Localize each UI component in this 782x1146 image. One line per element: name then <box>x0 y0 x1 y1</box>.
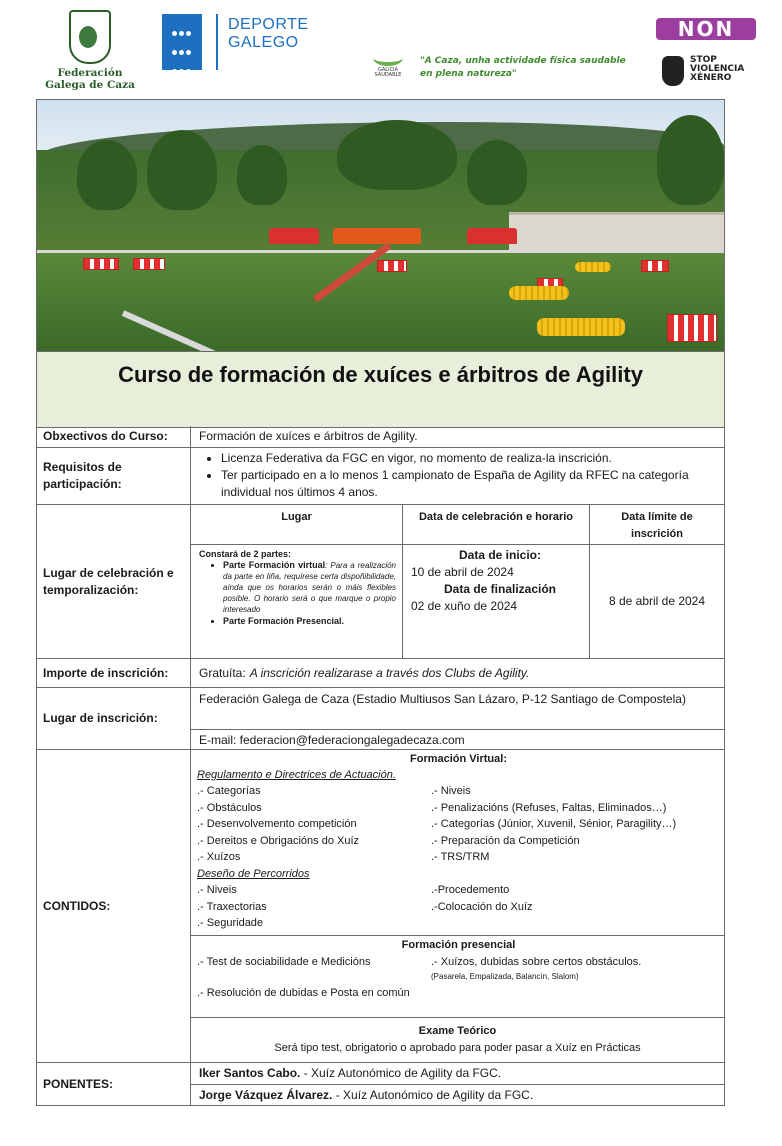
regulamento-right-list <box>431 783 721 915</box>
list-item: .- TRS/TRM <box>431 851 490 863</box>
list-item: .- Preparación da Competición <box>431 834 580 847</box>
regulamento-left-list <box>197 783 427 932</box>
course-title-box <box>37 351 724 428</box>
row-contidos <box>37 750 724 1063</box>
row-ponentes <box>37 1063 724 1106</box>
regulamento-title: Regulamento e Directrices de Actuación. <box>197 769 396 781</box>
list-item: .- Traxectorias <box>197 900 267 913</box>
requisito-item: • Ter participado en a lo menos 1 campionato de España de Agility da RFEC na categoría individual nos últimos 4 anos. <box>221 467 724 501</box>
lugar-inscricion-label: Lugar de inscrición: <box>37 688 191 749</box>
fgc-shield-icon <box>69 10 111 64</box>
lugar-detalle <box>191 545 403 658</box>
list-item: .- Seguridade <box>197 917 264 929</box>
list-item: .- Test de sociabilidade e Medicións <box>197 956 371 968</box>
stop-violencia-label: STOP VIOLENCIA XÉNERO <box>690 55 745 83</box>
col-limite-header: Data límite de inscrición <box>590 505 724 545</box>
xunta-logo-icon <box>162 14 202 70</box>
hand-icon <box>662 56 684 86</box>
list-item: .- Categorías <box>197 785 261 797</box>
list-item: .-Colocación do Xuíz <box>431 900 533 913</box>
objetivos-label: Obxectivos do Curso: <box>37 426 191 447</box>
requisito-item: • Licenza Federativa da FGC en vigor, no momento de realiza-la inscrición. <box>221 450 724 467</box>
galicia-label: GALICIA SAUDABLE <box>374 67 402 78</box>
fgc-logo <box>40 10 140 91</box>
presencial-note: (Pasarela, Empalizada, Balancín, Slalom) <box>431 971 579 981</box>
deporte-line1: DEPORTE <box>228 16 309 33</box>
row-importe <box>37 659 724 688</box>
data-fin-label: Data de finalización <box>443 582 557 596</box>
list-item: .- Categorías (Júnior, Xuvenil, Sénior, Paragility…) <box>431 818 677 830</box>
presencial-right-list <box>431 954 721 982</box>
list-item: .- Niveis <box>197 884 237 896</box>
data-fin-value: 02 de xuño de 2024 <box>411 599 518 613</box>
requisitos-label: Requisitos de participación: <box>37 448 191 504</box>
list-item: .- Penalizacións (Refuses, Faltas, Eliminados…) <box>431 801 667 814</box>
galicia-saudable-logo <box>368 50 408 78</box>
deseno-title: Deseño de Percorridos <box>197 867 310 880</box>
list-item: .- Desenvolvemento competición <box>197 818 357 830</box>
contidos-label: CONTIDOS: <box>37 750 191 1062</box>
list-item: .- Dereitos e Obrigacións do Xuíz <box>197 834 360 847</box>
parte-presencial-item: • Parte Formación Presencial. <box>223 615 396 627</box>
list-item: .- Xuízos, dubidas sobre certos obstáculos. <box>431 956 642 968</box>
row-objetivos <box>37 426 724 448</box>
slogan: "A Caza, unha actividade física saudable en plena natureza" <box>420 56 626 79</box>
ponentes-label: PONENTES: <box>37 1063 191 1106</box>
exame-block <box>191 1018 724 1063</box>
ponente-1: Iker Santos Cabo. - Xuíz Autonómico de Agility da FGC. <box>191 1063 724 1085</box>
row-lugar-celebracion <box>37 505 724 659</box>
formacion-presencial-block <box>191 936 724 1018</box>
presencial-title: Formación presencial <box>401 939 516 951</box>
row-requisitos <box>37 448 724 505</box>
list-item: .- Xuízos <box>197 851 241 863</box>
course-table <box>36 99 725 1106</box>
non-logo: NON <box>656 18 756 40</box>
importe-value: Gratuíta: A inscrición realizarase a través dos Clubs de Agility. <box>199 665 530 680</box>
objetivos-value: Formación de xuíces e árbitros de Agility. <box>199 429 418 443</box>
fechas-cell <box>403 545 590 658</box>
row-lugar-inscricion <box>37 688 724 750</box>
lugar-inscricion-address: Federación Galega de Caza (Estadio Multiusos San Lázaro, P-12 Santiago de Compostela) <box>191 688 724 730</box>
divider <box>216 14 218 70</box>
data-limite-value: 8 de abril de 2024 <box>608 594 706 608</box>
lugar-celebracion-label: Lugar de celebración e temporalización: <box>37 505 191 658</box>
deporte-line2: GALEGO <box>228 34 299 51</box>
requisitos-list <box>191 448 724 504</box>
col-lugar-header: Lugar <box>191 505 403 545</box>
header-logos <box>0 0 782 98</box>
list-item: .- Resolución de dubidas e Posta en común <box>197 986 410 999</box>
col-data-header: Data de celebración e horario <box>403 505 590 545</box>
deporte-galego-logo <box>228 16 309 52</box>
list-item: .- Niveis <box>431 785 471 797</box>
presencial-left-list <box>197 954 427 1001</box>
virtual-title: Formación Virtual: <box>410 753 507 765</box>
constara-text: Constará de 2 partes: <box>199 549 292 559</box>
importe-label: Importe de inscrición: <box>37 659 191 687</box>
ponente-2: Jorge Vázquez Álvarez. - Xuíz Autonómico de Agility da FGC. <box>199 1088 534 1102</box>
list-item: .-Procedemento <box>431 884 510 896</box>
formacion-virtual-block <box>191 750 724 936</box>
list-item: .- Obstáculos <box>197 801 262 814</box>
agility-field-photo <box>37 100 724 351</box>
swoosh-icon <box>373 50 403 66</box>
data-inicio-label: Data de inicio: <box>458 548 541 562</box>
data-inicio-value: 10 de abril de 2024 <box>411 565 514 579</box>
exame-title: Exame Teórico <box>418 1025 497 1037</box>
fgc-name: Federación Galega de Caza <box>45 67 135 91</box>
page-title: Curso de formación de xuíces e árbitros de Agility <box>118 362 643 387</box>
email-text: E-mail: federacion@federaciongalegadecaza.com <box>199 733 465 747</box>
parte-virtual-item: • Parte Formación virtual: Para a realización da parte en liña, requírese certa dispoñibilidade, aínda que os horarios serán o máis flexibles posible. O horario será o que marque o propio interesado <box>223 560 396 615</box>
exame-desc: Será tipo test, obrigatorio o aprobado para poder pasar a Xuíz en Prácticas <box>274 1041 641 1054</box>
